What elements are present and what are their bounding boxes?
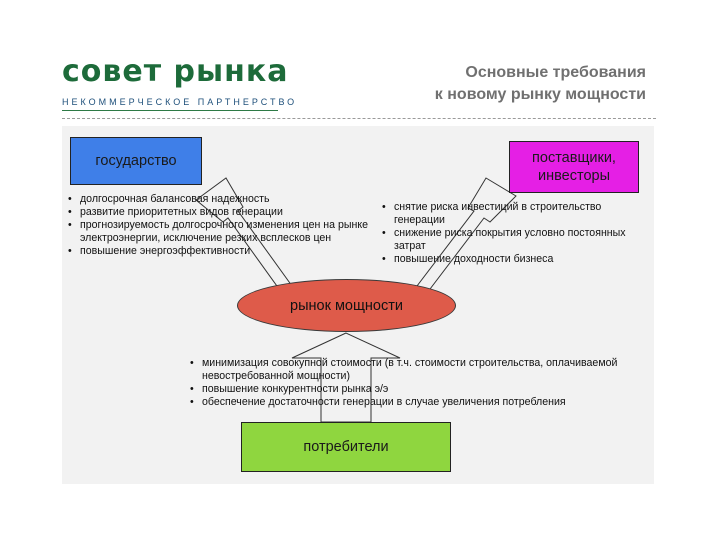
list-item: • повышение доходности бизнеса <box>380 253 648 266</box>
state-box <box>70 137 202 185</box>
market-ellipse <box>237 279 456 332</box>
state-requirements <box>66 193 386 258</box>
list-item: • повышение конкурентности рынка э/э <box>188 383 628 396</box>
suppliers-box <box>509 141 639 193</box>
list-item: • повышение энергоэффективности <box>66 245 386 258</box>
logo-subtitle: НЕКОММЕРЧЕСКОЕ ПАРТНЕРСТВО <box>62 97 298 107</box>
list-item: • прогнозируемость долгосрочного изменения цен на рынке электроэнергии, исключение резких всплесков цен <box>66 219 386 245</box>
suppliers-requirements <box>380 201 648 266</box>
list-item: • минимизация совокупной стоимости (в т.ч. стоимости строительства, оплачиваемой невостребованной мощности) <box>188 357 628 383</box>
list-item: • снятие риска инвестиций в строительство генерации <box>380 201 648 227</box>
list-item: • долгосрочная балансовая надежность <box>66 193 386 206</box>
logo-title: совет рынка <box>62 54 289 89</box>
suppliers-label: поставщики, инвесторы <box>532 150 616 184</box>
slide-title-line-1: Основные требования <box>465 64 646 81</box>
consumers-label: потребители <box>303 439 389 455</box>
list-item: • обеспечение достаточности генерации в случае увеличения потребления <box>188 396 628 409</box>
consumers-box <box>241 422 451 472</box>
consumers-requirements <box>188 357 628 409</box>
list-item: • снижение риска покрытия условно постоянных затрат <box>380 227 648 253</box>
slide-title-line-2: к новому рынку мощности <box>434 86 646 103</box>
state-label: государство <box>95 153 177 169</box>
market-label: рынок мощности <box>290 297 403 314</box>
list-item: • развитие приоритетных видов генерации <box>66 206 386 219</box>
